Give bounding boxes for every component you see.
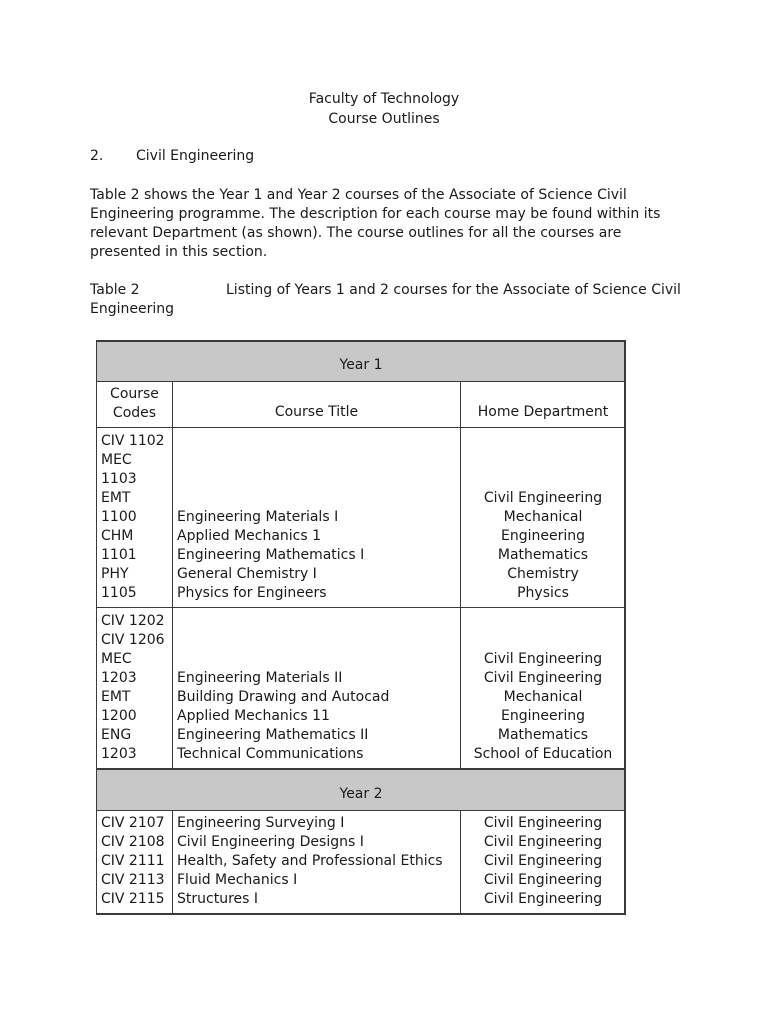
block2-code-line: EMT	[101, 689, 131, 705]
intro-line: relevant Department (as shown). The course outlines for all the courses are	[90, 225, 622, 241]
block2-titles	[177, 669, 389, 764]
block1-code-line: CIV 1102	[101, 433, 165, 449]
col-header-codes	[97, 385, 172, 423]
block1-depts	[462, 489, 624, 603]
table-border-left	[96, 340, 97, 915]
col-header-dept: Home Department	[477, 404, 609, 420]
block1-code-line: CHM	[101, 528, 134, 544]
table-border-right	[624, 340, 626, 915]
block3-titles	[177, 814, 443, 909]
block1-title-line: Engineering Mathematics I	[177, 547, 365, 563]
block1-code-line: MEC	[101, 452, 132, 468]
table-border-top	[96, 340, 626, 342]
table-col-divider	[460, 810, 461, 914]
table-caption-text: Listing of Years 1 and 2 courses for the Associate of Science Civil	[226, 282, 681, 298]
table-col-divider	[172, 810, 173, 914]
block1-codes	[101, 432, 165, 603]
block1-code-line: PHY	[101, 566, 129, 582]
block3-code-line: CIV 2111	[101, 853, 165, 869]
block2-title-line: Technical Communications	[177, 746, 364, 762]
table-caption-label: Table 2	[90, 282, 140, 298]
block1-title-line: Physics for Engineers	[177, 585, 327, 601]
course-outlines-title: Course Outlines	[328, 111, 440, 127]
block2-title-line: Engineering Materials II	[177, 670, 343, 686]
block2-dept-line: Civil Engineering	[483, 670, 603, 686]
table-rule	[96, 607, 626, 608]
block1-title-line: General Chemistry I	[177, 566, 317, 582]
block1-code-line: 1103	[101, 471, 137, 487]
block1-dept-line: Mechanical	[503, 509, 583, 525]
block2-code-line: 1203	[101, 746, 137, 762]
block1-title-line: Engineering Materials I	[177, 509, 339, 525]
section-title: Civil Engineering	[136, 148, 255, 164]
block2-dept-line: Civil Engineering	[483, 651, 603, 667]
year1-header: Year 1	[339, 357, 383, 373]
block3-code-line: CIV 2115	[101, 891, 165, 907]
block1-dept-line: Engineering	[501, 528, 585, 544]
block3-dept-line: Civil Engineering	[483, 834, 603, 850]
block3-title-line: Civil Engineering Designs I	[177, 834, 364, 850]
block2-dept-line: Mechanical	[503, 689, 583, 705]
block3-dept-line: Civil Engineering	[483, 853, 603, 869]
block3-dept-line: Civil Engineering	[483, 891, 603, 907]
block2-codes	[101, 612, 165, 764]
table-caption-wrap: Engineering	[90, 301, 174, 317]
col-header-codes-line: Course	[110, 386, 159, 402]
faculty-title: Faculty of Technology	[308, 91, 460, 107]
block1-code-line: 1100	[101, 509, 137, 525]
block2-title-line: Building Drawing and Autocad	[177, 689, 390, 705]
block3-title-line: Structures I	[177, 891, 258, 907]
block1-code-line: EMT	[101, 490, 131, 506]
block3-title-line: Engineering Surveying I	[177, 815, 345, 831]
block1-title-line: Applied Mechanics 1	[177, 528, 322, 544]
block2-dept-line: Engineering	[501, 708, 585, 724]
block3-code-line: CIV 2108	[101, 834, 165, 850]
block2-code-line: CIV 1202	[101, 613, 165, 629]
table-rule	[96, 427, 626, 428]
table-col-divider	[460, 381, 461, 769]
block1-dept-line: Civil Engineering	[483, 490, 603, 506]
table-rule	[96, 381, 626, 382]
block2-code-line: 1200	[101, 708, 137, 724]
intro-line: Engineering programme. The description for each course may be found within its	[90, 206, 661, 222]
block3-dept-line: Civil Engineering	[483, 872, 603, 888]
intro-paragraph	[90, 186, 690, 262]
block2-dept-line: School of Education	[473, 746, 613, 762]
block1-dept-line: Chemistry	[507, 566, 579, 582]
section-number: 2.	[90, 148, 104, 164]
intro-line: Table 2 shows the Year 1 and Year 2 courses of the Associate of Science Civil	[90, 187, 627, 203]
block3-code-line: CIV 2107	[101, 815, 165, 831]
block2-dept-line: Mathematics	[497, 727, 589, 743]
block2-depts	[462, 650, 624, 764]
block3-title-line: Health, Safety and Professional Ethics	[177, 853, 443, 869]
block2-code-line: 1203	[101, 670, 137, 686]
table-rule	[96, 768, 626, 770]
block3-dept-line: Civil Engineering	[483, 815, 603, 831]
block1-dept-line: Mathematics	[497, 547, 589, 563]
block1-dept-line: Physics	[517, 585, 569, 601]
intro-line: presented in this section.	[90, 244, 268, 260]
block3-codes	[101, 814, 165, 909]
block2-title-line: Applied Mechanics 11	[177, 708, 330, 724]
year2-header: Year 2	[339, 786, 383, 802]
block1-code-line: 1101	[101, 547, 137, 563]
block1-titles	[177, 508, 364, 603]
block3-depts	[462, 814, 624, 909]
col-header-codes-line: Codes	[112, 405, 157, 421]
block2-code-line: ENG	[101, 727, 132, 743]
table-col-divider	[172, 381, 173, 769]
block3-code-line: CIV 2113	[101, 872, 165, 888]
block2-title-line: Engineering Mathematics II	[177, 727, 369, 743]
block2-code-line: CIV 1206	[101, 632, 165, 648]
block1-code-line: 1105	[101, 585, 137, 601]
table-border-bottom	[96, 913, 626, 915]
block2-code-line: MEC	[101, 651, 132, 667]
col-header-title: Course Title	[274, 404, 359, 420]
block3-title-line: Fluid Mechanics I	[177, 872, 298, 888]
table-rule	[96, 810, 626, 811]
